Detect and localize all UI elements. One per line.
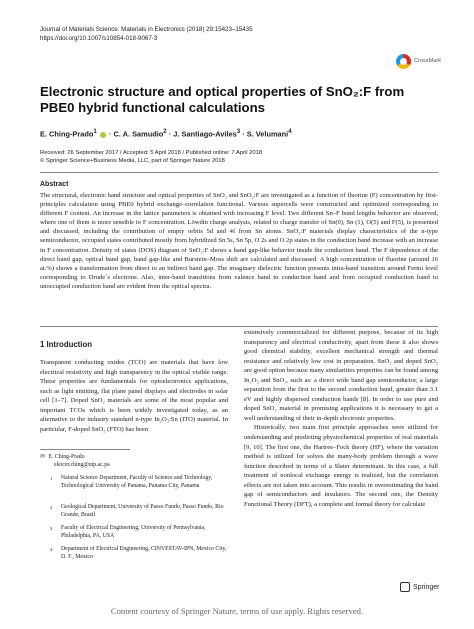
author-name[interactable]: · S. Velumani bbox=[242, 129, 289, 139]
affiliation-number: 1 bbox=[50, 476, 53, 481]
affiliation-text: Natural Science Department, Faculty of Science and Technology, Technological University of Panama, Panama City, Panama bbox=[61, 475, 213, 489]
abstract-heading: Abstract bbox=[40, 181, 69, 188]
affiliation-number: 3 bbox=[50, 526, 53, 531]
publisher-logo bbox=[400, 582, 439, 592]
body-column-right bbox=[244, 328, 438, 509]
contact-name: E. Ching‑Prado bbox=[48, 454, 85, 460]
journal-citation: Journal of Materials Science: Materials in Electronics (2018) 29:15423–15435 bbox=[40, 26, 253, 33]
footnote-divider bbox=[40, 449, 130, 450]
author-affil-ref: 2 bbox=[163, 128, 167, 135]
author-list bbox=[40, 128, 292, 138]
courtesy-footer: Content courtesy of Springer Nature, terms of use apply. Rights reserved. bbox=[110, 606, 364, 616]
abstract-text: The structural, electronic band structure and optical properties of SnO₂ and SnO₂:F are investigated as a function of fluorine (F) concentration by first-principles calculation using PBE0 hybrid exchange–correlation functional. Various supercells were constructed and optimized corresponding to different F content. An increase in the lattice parameters is obtained with increasing F level. Two different Sn–F bond lengths behavior are observed, where one of them is more sensible to F concentration. Löwdin charge analysis, related to charge transfer of Sn(0), Sn (1), O(5) and F(5), is presented and discussed, including the contribution of empty orbits 5d and 4f from Sn atoms. SnO₂:F materials display characteristics of the n-type semiconductor, occupied states contributed mostly from hybridized Sn 5s, Sn 5p, O 2s and O 2p states in the conduction band increase with an increase in F concentration. Density of states (DOS) diagram of SnO₂:F shows a band gap-like behavior inside the conduction band. The F dependence of the direct band gap, optical band gap, band gap-like and Burstein–Moss shift are calculated and discussed. A high concentration of fluorine (around 16 at.%) shows a transformation from direct to an indirect band gap. The imaginary dielectric function presents intra-band transition around Fermi level corresponding to Drude´s electrons. Also, inter-band transitions from valence band to conduction band and from occupied conduction band to unoccupied conduction band are evident from the optical spectra. bbox=[40, 192, 438, 290]
body-column-left bbox=[40, 358, 228, 434]
affiliation bbox=[40, 546, 230, 561]
crossmark-label: CrossMark bbox=[414, 58, 442, 64]
affiliation bbox=[40, 525, 230, 540]
springer-horse-icon bbox=[400, 582, 410, 592]
dates-line: Received: 26 September 2017 / Accepted: 5 April 2018 / Published online: 7 April 2018 bbox=[40, 150, 263, 156]
paragraph: Transparent conducting oxides (TCO) are materials that have low electrical resistivity and high transparency in the optical visible range. These properties are fundamentals for optoelectronics applications, such as light emitting, flat plane panel displays and electrodes in solar cell [1–7]. Doped SnO₂ materials are some of the most popular and important TCOs which is been widely investigated today, as an alternative to the industry standard n-type In₂O₃:Sn (ITO) material. In particular, F-doped SnO₂ (FTO) has been bbox=[40, 359, 228, 433]
contact-email[interactable]: eleicer.ching@utp.ac.pa bbox=[54, 461, 110, 468]
crossmark-badge[interactable] bbox=[396, 50, 442, 72]
divider bbox=[40, 172, 438, 173]
crossmark-icon bbox=[396, 54, 411, 69]
affiliation-number: 4 bbox=[50, 547, 53, 552]
publisher-name: Springer bbox=[413, 583, 440, 591]
publication-dates bbox=[40, 149, 262, 165]
author-name[interactable]: E. Ching‑Prado bbox=[40, 129, 94, 139]
affiliation-number: 2 bbox=[50, 505, 53, 510]
affiliation bbox=[40, 504, 230, 519]
affiliation bbox=[40, 475, 230, 490]
journal-header bbox=[40, 26, 253, 43]
author-affil-ref: 4 bbox=[288, 128, 292, 135]
affiliation-text: Department of Electrical Engineering, CINVESTAV-IPN, Mexico City, D. F., Mexico bbox=[61, 546, 227, 560]
orcid-icon[interactable] bbox=[100, 132, 106, 138]
copyright-line: © Springer Science+Business Media, LLC, part of Springer Nature 2018 bbox=[40, 158, 225, 164]
divider bbox=[40, 326, 438, 327]
paragraph: extensively commercialized for different purpose, because of its high transparency and electrical conductivity, apart from these it also shows good chemical stability, excellent mechanical strength and thermal resistance and relatively low cost in preparation. SnO₂ and doped SnO₂ are good option because many similarities properties can be found among In₂O₃ and SnO₂, such as: a direct wide band gap semiconductor, a large separation from the first to the second conduction band, greater than 3.1 eV and highly dispersed conduction bands [8]. In order to use pure and doped SnO₂ material in promising applications it is necessary to get a well understanding of their in-depth electronic properties. bbox=[244, 329, 438, 422]
author-name[interactable]: · C. A. Samudio bbox=[108, 129, 164, 139]
affiliation-text: Geological Department, University of Passo Fundo, Passo Fundo, Rio Grande, Brazil bbox=[61, 504, 224, 518]
doi-link[interactable]: https://doi.org/10.1007/s10854-018-9067-3 bbox=[40, 34, 158, 42]
envelope-icon: ✉ bbox=[40, 454, 45, 460]
section-heading-introduction: 1 Introduction bbox=[40, 340, 92, 349]
paragraph: Historically, two main first principle approaches were utilized for understanding and predicting physiochemical properties of real materials [9, 10]. The first one, the Hartree–Fock theory (HF), where the variation method is utilized for solves the many-body problem through a wave function described in terms of a Slater determinant. In this case, a full treatment of nonlocal exchange energy is realized, but the correlation effects are not taken into account. This results in overestimating the band gap of semiconductors and insulators. The second one, the Density Functional Theory (DFT), a complete and formal theory for calculate bbox=[244, 424, 438, 508]
author-affil-ref: 1 bbox=[93, 128, 97, 135]
affiliation-text: Faculty of Electrical Engineering, University of Pennsylvania, Philadelphia, PA, USA bbox=[61, 525, 206, 539]
author-affil-ref: 3 bbox=[236, 128, 241, 135]
paper-title: Electronic structure and optical properties of SnO₂:F from PBE0 hybrid functional calculations bbox=[40, 84, 405, 115]
corresponding-author bbox=[40, 454, 230, 469]
author-name[interactable]: · J. Santiago‑Aviles bbox=[168, 129, 237, 139]
